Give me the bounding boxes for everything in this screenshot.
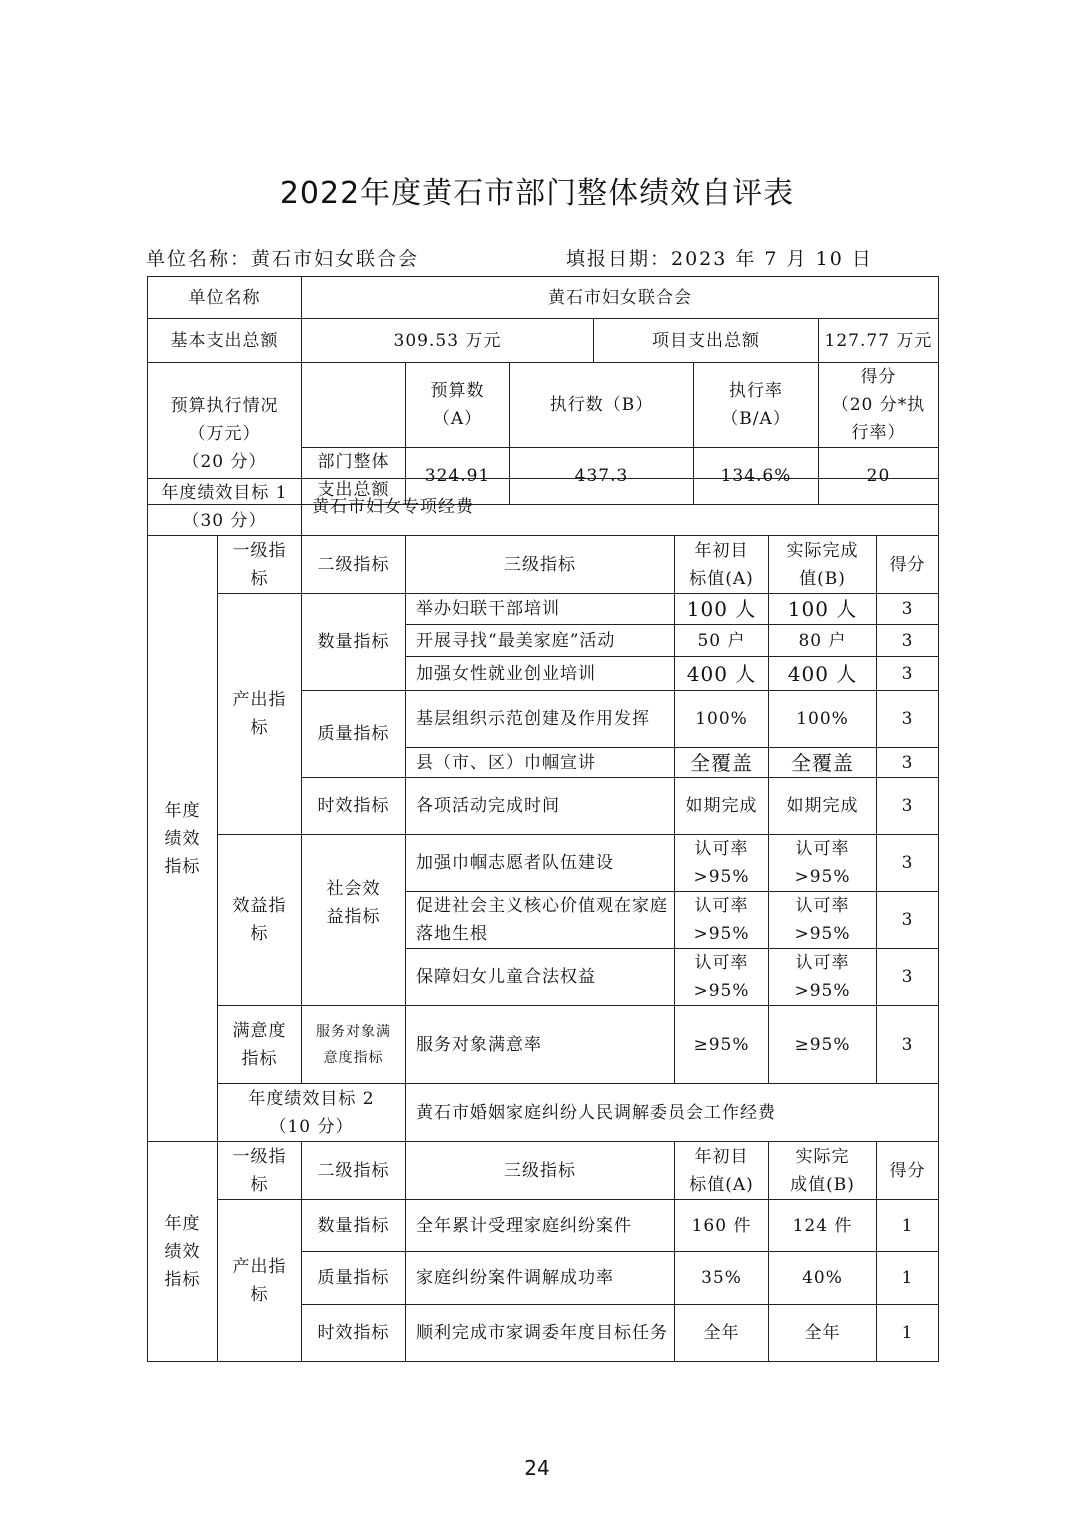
goal2-label: 年度绩效目标 2 （10 分） [218, 1084, 406, 1142]
level3-header: 三级指标 [406, 1142, 675, 1200]
actual-header: 实际完成 值(B) [769, 536, 877, 594]
indicator-target: 全覆盖 [675, 748, 769, 778]
indicator-score: 3 [877, 892, 939, 949]
indicator-target: 全年 [675, 1305, 769, 1362]
level1-header: 一级指 标 [218, 1142, 302, 1200]
indicator-score: 3 [877, 691, 939, 748]
indicator-actual: 80 户 [769, 625, 877, 657]
indicator-target: 认可率>95% [675, 892, 769, 949]
benefit-indicator-label: 效益指 标 [218, 835, 302, 1006]
indicator-target: 100 人 [675, 594, 769, 625]
year-indicator-label-2: 年度 绩效 指标 [148, 1142, 218, 1362]
quality-indicator-label: 质量指标 [302, 691, 406, 778]
level1-header: 一级指 标 [218, 536, 302, 594]
project-expense-label: 项目支出总额 [594, 319, 819, 363]
page-number: 24 [524, 1456, 550, 1480]
target-header: 年初目 标值(A) [675, 1142, 769, 1200]
budget-col-rate: 执行率 （B/A） [694, 363, 819, 448]
level2-header: 二级指标 [302, 536, 406, 594]
quantity-indicator-label: 数量指标 [302, 594, 406, 691]
unit-label: 单位名称 [148, 277, 302, 319]
budget-label: 预算执行情况 （万元） （20 分） [148, 363, 302, 505]
level2-label: 时效指标 [302, 1305, 406, 1362]
budget-col-a: 预算数 （A） [406, 363, 510, 448]
indicator-name: 促进社会主义核心价值观在家庭落地生根 [406, 892, 675, 949]
indicator-actual: 全年 [769, 1305, 877, 1362]
indicator-actual: 40% [769, 1252, 877, 1305]
indicator-name: 县（市、区）巾帼宣讲 [406, 748, 675, 778]
indicator-target: 100% [675, 691, 769, 748]
summary-table [147, 276, 939, 505]
indicator-actual: 全覆盖 [769, 748, 877, 778]
indicator-target: 160 件 [675, 1200, 769, 1252]
indicator-name: 全年累计受理家庭纠纷案件 [406, 1200, 675, 1252]
basic-expense-label: 基本支出总额 [148, 319, 302, 363]
time-indicator-label: 时效指标 [302, 778, 406, 835]
indicator-name: 举办妇联干部培训 [406, 594, 675, 625]
indicator-actual: 124 件 [769, 1200, 877, 1252]
indicator-target: 如期完成 [675, 778, 769, 835]
indicator-actual: ≥95% [769, 1006, 877, 1084]
indicator-actual: 400 人 [769, 657, 877, 691]
indicator-actual: 100% [769, 691, 877, 748]
indicator-score: 3 [877, 778, 939, 835]
output-indicator-label: 产出指 标 [218, 594, 302, 835]
score-header: 得分 [877, 536, 939, 594]
project-expense-value: 127.77 万元 [819, 319, 939, 363]
budget-row-label: 部门整体 支出总额 [302, 448, 406, 505]
indicator-table [147, 478, 939, 1362]
indicator-name: 开展寻找“最美家庭”活动 [406, 625, 675, 657]
goal2-text: 黄石市婚姻家庭纠纷人民调解委员会工作经费 [406, 1084, 939, 1142]
actual-header: 实际完 成值(B) [769, 1142, 877, 1200]
level2-label: 质量指标 [302, 1252, 406, 1305]
indicator-actual: 100 人 [769, 594, 877, 625]
indicator-actual: 认可率>95% [769, 892, 877, 949]
unit-name-line: 单位名称：黄石市妇女联合会 [146, 248, 420, 270]
satisfaction-indicator-label: 满意度 指标 [218, 1006, 302, 1084]
indicator-target: 认可率>95% [675, 835, 769, 892]
indicator-name: 基层组织示范创建及作用发挥 [406, 691, 675, 748]
indicator-actual: 认可率>95% [769, 835, 877, 892]
indicator-score: 3 [877, 657, 939, 691]
indicator-score: 3 [877, 835, 939, 892]
indicator-score: 3 [877, 748, 939, 778]
indicator-target: 400 人 [675, 657, 769, 691]
basic-expense-value: 309.53 万元 [302, 319, 594, 363]
indicator-name: 服务对象满意率 [406, 1006, 675, 1084]
level2-label: 数量指标 [302, 1200, 406, 1252]
indicator-score: 1 [877, 1252, 939, 1305]
indicator-name: 保障妇女儿童合法权益 [406, 949, 675, 1006]
indicator-name: 加强巾帼志愿者队伍建设 [406, 835, 675, 892]
indicator-score: 3 [877, 594, 939, 625]
service-satisfaction-label: 服务对象满 意度指标 [302, 1006, 406, 1084]
indicator-score: 3 [877, 1006, 939, 1084]
year-indicator-label: 年度 绩效 指标 [148, 536, 218, 1142]
goal1-label: 年度绩效目标 1 （30 分） [148, 479, 302, 536]
indicator-score: 3 [877, 949, 939, 1006]
indicator-name: 加强女性就业创业培训 [406, 657, 675, 691]
budget-blank-cell [302, 363, 406, 448]
social-benefit-label: 社会效 益指标 [302, 835, 406, 1006]
target-header: 年初目 标值(A) [675, 536, 769, 594]
indicator-name: 顺利完成市家调委年度目标任务 [406, 1305, 675, 1362]
level3-header: 三级指标 [406, 536, 675, 594]
goal1-text: 黄石市妇女专项经费 [302, 479, 939, 536]
indicator-name: 家庭纠纷案件调解成功率 [406, 1252, 675, 1305]
page-title: 2022年度黄石市部门整体绩效自评表 [279, 176, 795, 211]
indicator-target: 认可率>95% [675, 949, 769, 1006]
score-header: 得分 [877, 1142, 939, 1200]
indicator-actual: 如期完成 [769, 778, 877, 835]
indicator-name: 各项活动完成时间 [406, 778, 675, 835]
indicator-target: 50 户 [675, 625, 769, 657]
indicator-score: 1 [877, 1305, 939, 1362]
unit-value: 黄石市妇女联合会 [302, 277, 939, 319]
output-indicator-label-2: 产出指 标 [218, 1200, 302, 1362]
budget-col-score: 得分 （20 分*执行率） [819, 363, 939, 448]
indicator-target: 35% [675, 1252, 769, 1305]
indicator-score: 1 [877, 1200, 939, 1252]
indicator-target: ≥95% [675, 1006, 769, 1084]
report-date-line: 填报日期：2023 年 7 月 10 日 [566, 248, 873, 270]
budget-col-b: 执行数（B） [510, 363, 694, 448]
budget-score-value: 20 [819, 448, 939, 505]
budget-a-value: 324.91 [406, 448, 510, 505]
indicator-score: 3 [877, 625, 939, 657]
budget-b-value: 437.3 [510, 448, 694, 505]
indicator-actual: 认可率>95% [769, 949, 877, 1006]
level2-header: 二级指标 [302, 1142, 406, 1200]
budget-rate-value: 134.6% [694, 448, 819, 505]
